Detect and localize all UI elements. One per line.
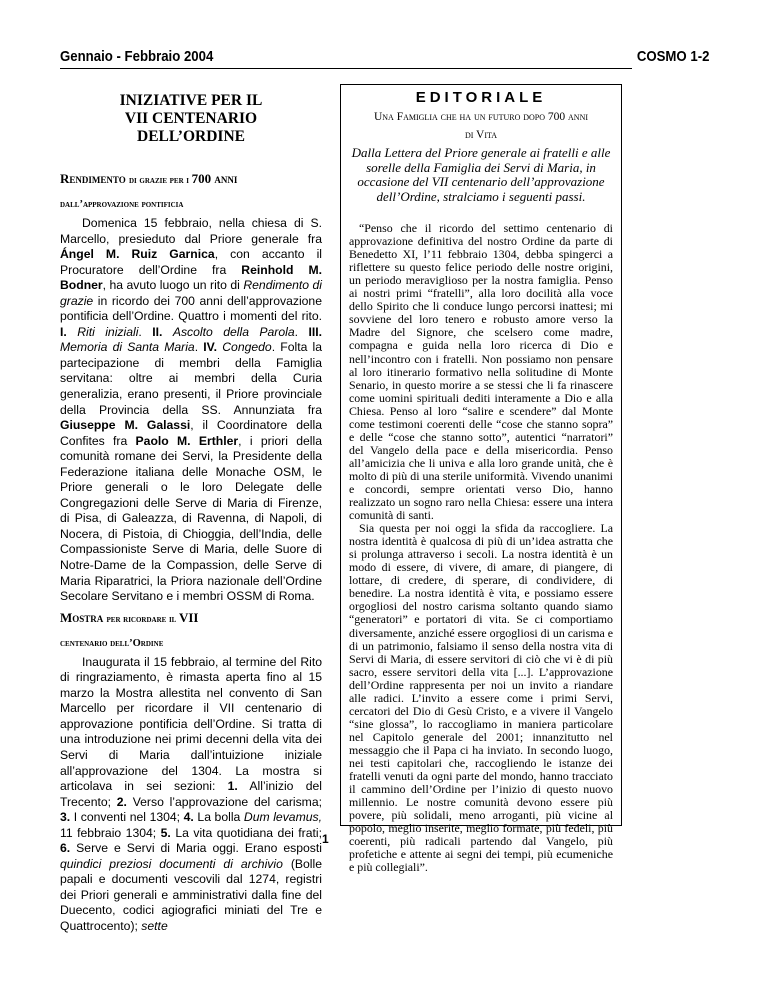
text-run: , con accanto il Procuratore dell’Ordine fra [60, 247, 322, 277]
article-1-heading: Rendimento di grazie per i 700 anni dall’approvazione pontificia [60, 171, 238, 210]
text-run: 3. [60, 810, 71, 825]
text-run [67, 325, 77, 339]
header-date: Gennaio - Febbraio 2004 [60, 48, 214, 65]
text-run: Serve e Servi di Maria oggi. Erano esposti [70, 841, 322, 856]
text-run: IV. [203, 340, 218, 355]
editorial-intro: Dalla Lettera del Priore generale ai fratelli e alle sorelle della Famiglia dei Servi di Maria, in occasione del VII centenario dell’approvazione dell’Ordine, stralciamo i seguenti passi. [351, 145, 611, 204]
editorial-paragraph: “Penso che il ricordo del settimo centenario di approvazione definitiva del nostro Ordine da parte di Benedetto XI, l’11 febbraio 1304, debba spingerci a riflettere su questo felice periodo delle nostre origini, un periodo meraviglioso per la nostra famiglia. Penso ai nostri primi “fratelli”, alla loro docilità alla voce dello Spirito che li conduce lungo percorsi inattesi; mi sovviene del loro tenero e robusto amore verso la Madre del Signore, che scelsero come madre, compagna e guida nella loro ricerca di Dio e nell’incontro con i fratelli. Non possiamo non pensare al loro itinerario formativo nella solitudine di Monte Senario, in questo morire a se stessi che li fa rinascere come uomini spirituali dediti interamente a Dio e alla Chiesa. Penso al loro “salire e scendere” dal Monte come testimoni coerenti delle “cose che stanno sopra” e delle “cose che stanno sotto”, autentici “narratori” del Vangelo della pace e della misericordia. Penso all’amicizia che li univa e alla loro grande unità, che è molto di più di una sterile uniformità. Vivendo unanimi e concordi, sempre orientati verso Dio, hanno realizzato un sogno raro nella Chiesa: essere una intera comunità di santi. [349, 221, 613, 523]
text-run: . [138, 324, 153, 339]
text-run: 2. [116, 794, 127, 809]
text-run: 5. [160, 825, 171, 840]
text-run: Verso l’approvazione del carisma; [126, 794, 322, 809]
text-run: . [194, 340, 204, 355]
text-run: in ricordo dei 700 anni dell’approvazione pontificia dell’Ordine. Quattro i momenti del rito. [60, 293, 322, 324]
header-issue: COSMO 1-2 [636, 48, 710, 65]
text-run [162, 325, 172, 339]
editorial-box [340, 84, 622, 875]
editorial-title: EDITORIALE [415, 89, 547, 106]
text-run: Ascolto della Parola [172, 324, 295, 339]
text-run: Domenica 15 febbraio, nella chiesa di S. Marcello, presieduto dal Priore generale fra [60, 216, 322, 246]
page-number: 1 [322, 832, 329, 846]
article-2-body [60, 655, 322, 935]
text-run: . Folta la partecipazione di membri della Famiglia servitana: oltre ai membri della Curia generalizia, erano presenti, il Priore provinciale della Provincia della SS. Annunziata fra [60, 340, 323, 417]
text-run: Paolo M. Erthler [135, 433, 239, 448]
text-run: I conventi nel 1304; [70, 810, 184, 825]
text-run: I. [60, 324, 67, 339]
kicker-line: DELL’ORDINE [137, 128, 245, 145]
text-run: Dum levamus, [243, 810, 322, 825]
text-run: 4. [183, 810, 194, 825]
editorial-paragraph: Sia questa per noi oggi la sfida da raccogliere. La nostra identità è qualcosa di più di un’idea astratta che si prolunga attraverso i secoli. La nostra identità è un modo di essere, di vivere, di amare, di piangere, di lottare, di credere, di sperare, di condividere, di benedire. La nostra identità è vita, e possiamo essere orgogliosi del nostro carisma soltanto quando siamo “generatori” e portatori di vita. Se ci comportiamo diversamente, anziché essere orgogliosi di un carisma e di un patrimonio, falsiamo il senso della nostra vita di Servi di Maria, di essere servitori di ciò che vi è di più sacro, essere servitori della vita [...]. L’approvazione dell’Ordine rappresenta per noi un invito a riandare alle radici. L’invito a essere come i primi Servi, cercatori del Dio di Gesù Cristo, e a vivere il Vangelo “sine glossa”, lo raccogliamo in maniera particolare nel Capitolo generale del 2001; innanzitutto nel messaggio che il Papa ci ha inviato. In secondo luogo, nei testi capitolari che, raccogliendo le istanze dei fratelli venuti da ogni parte del mondo, hanno tracciato il cammino dell’Ordine per l’inizio di questo nuovo millennio. Le nostre comunità devono essere più povere, più solidali, meno arroganti, più vicine al popolo, meglio inserite, meglio formate, più fedeli, più coerenti, più radicali partendo dal Vangelo, più profetiche e attente ai segni dei tempi, più ecumeniche e più collegiali”. [349, 521, 613, 875]
article-1-body [60, 216, 322, 605]
kicker-line: INIZIATIVE PER IL [119, 92, 263, 109]
text-run: Reinhold M. Bodner [60, 262, 322, 293]
text-run: Congedo [222, 340, 272, 355]
text-run: Riti iniziali [77, 324, 139, 339]
text-run: , il Coordinatore della Confites fra [60, 418, 322, 448]
text-run: All’inizio del Trecento; [60, 779, 322, 809]
text-run: Inaugurata il 15 febbraio, al termine del Rito di ringraziamento, è rimasta aperta fino al 15 marzo la Mostra allestita nel convento di San Marcello per ricordare il VII centenario di approvazione pontificia dell’Ordine. Si tratta di una introduzione nei primi decenni della vita dei Servi di Maria dall’intuizione iniziale all’approvazione del 1304. La mostra si articolava in sei sezioni: [60, 654, 322, 794]
article-2-heading: Mostra per ricordare il VII centenario dell’Ordine [60, 609, 199, 649]
left-column [60, 92, 322, 935]
text-run: La vita quotidiana dei frati; [170, 825, 322, 840]
kicker-line: VII CENTENARIO [124, 110, 258, 127]
text-run: II. [152, 324, 163, 339]
text-run: 6. [60, 841, 71, 856]
section-kicker [60, 92, 322, 146]
text-run: , ha avuto luogo un rito di [102, 278, 244, 293]
text-run: Ángel M. Ruiz Garnica [60, 247, 215, 262]
text-run: Rendimento di grazie [60, 278, 322, 308]
text-run: III. [308, 324, 322, 339]
text-run: 11 febbraio 1304; [60, 825, 161, 840]
text-run: , i priori della comunità romane dei Servi, la Presidente della Federazione italiana delle Monache OSM, le Priore generali o le loro Delegate delle Congregazioni delle Serve di Maria di Firenze, di Pisa, di Galeazza, di Ravenna, di Napoli, di Nocera, di Pistoia, di Chioggia, dell’India, delle Compassioniste Serve di Maria, delle Suore di Notre-Dame de la Compassion, delle Serve di Maria Riparatrici, la Priora nazionale dell’Ordine Secolare Servitano e i membri OSSM di Roma. [60, 433, 322, 604]
text-run: Giuseppe M. Galassi [60, 418, 191, 433]
text-run: (Bolle papali e documenti vescovili dal 1274, registri dei Priori generali e amministrativi dalla fine del Duecento, codici agiografici miniati del Tre e Quattrocento); [60, 856, 322, 933]
text-run: quindici preziosi documenti di archivio [60, 856, 283, 871]
editorial-subtitle: Una Famiglia che ha un futuro dopo 700 anni di Vita [373, 111, 589, 142]
text-run: sette [141, 918, 168, 933]
text-run: 1. [227, 779, 238, 794]
text-run: La bolla [193, 810, 244, 825]
text-run: . [294, 324, 309, 339]
text-run: Memoria di Santa Maria [60, 340, 195, 355]
page-header [60, 46, 710, 69]
